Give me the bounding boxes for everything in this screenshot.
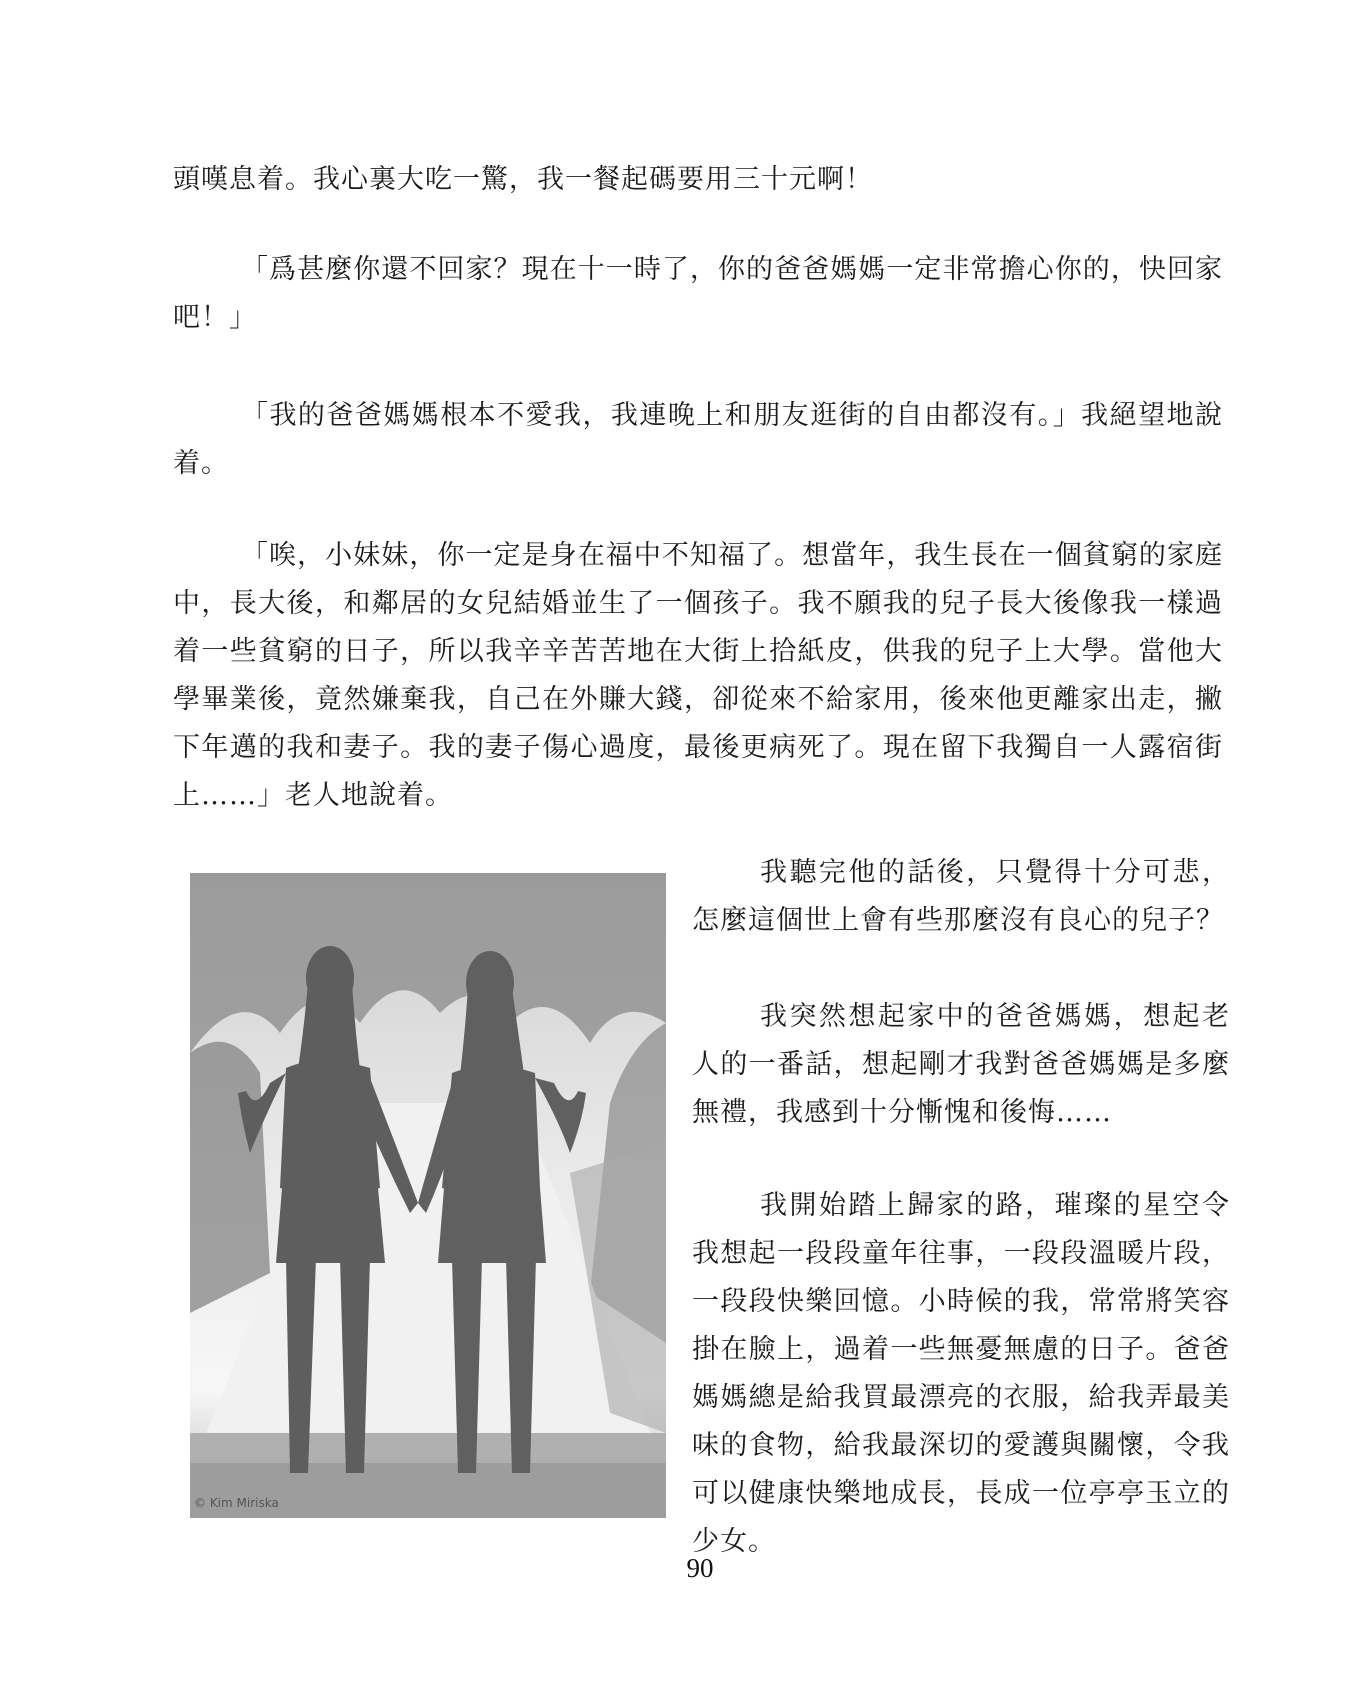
- column-paragraph-1: 我聽完他的話後，只覺得十分可悲，怎麼這個世上會有些那麼沒有良心的兒子？: [692, 857, 1230, 936]
- photo-credit: © Kim Miriska: [194, 1496, 279, 1510]
- two-girls-silhouette-image: [190, 873, 666, 1518]
- column-paragraph-3: 我開始踏上歸家的路，璀璨的星空令我想起一段段童年往事，一段段溫暖片段，一段段快樂回憶。小時候的我，常常將笑容掛在臉上，過着一些無憂無慮的日子。爸爸媽媽總是給我買最漂亮的衣服，給我弄最美味的食物，給我最深切的愛護與關懷，令我可以健康快樂地成長，長成一位亭亭玉立的少女。: [692, 1190, 1230, 1557]
- silhouette-photo: [190, 873, 666, 1518]
- paragraph-2: 「爲甚麼你還不回家？現在十一時了，你的爸爸媽媽一定非常擔心你的，快回家吧！」: [173, 254, 1223, 333]
- column-paragraph-2: 我突然想起家中的爸爸媽媽，想起老人的一番話，想起剛才我對爸爸媽媽是多麼無禮，我感到十分慚愧和後悔……: [692, 1001, 1230, 1128]
- page-number: 90: [686, 1553, 714, 1583]
- paragraph-1: 頭嘆息着。我心裏大吃一驚，我一餐起碼要用三十元啊！: [173, 164, 873, 195]
- paragraph-3: 「我的爸爸媽媽根本不愛我，我連晚上和朋友逛街的自由都沒有。」我絕望地說着。: [173, 400, 1223, 479]
- paragraph-4: 「唉，小妹妹，你一定是身在福中不知福了。想當年，我生長在一個貧窮的家庭中，長大後，和鄰居的女兒結婚並生了一個孩子。我不願我的兒子長大後像我一樣過着一些貧窮的日子，所以我辛辛苦苦地在大街上拾紙皮，供我的兒子上大學。當他大學畢業後，竟然嫌棄我，自己在外賺大錢，卻從來不給家用，後來他更離家出走，撇下年邁的我和妻子。我的妻子傷心過度，最後更病死了。現在留下我獨自一人露宿街上……」老人地說着。: [173, 540, 1223, 811]
